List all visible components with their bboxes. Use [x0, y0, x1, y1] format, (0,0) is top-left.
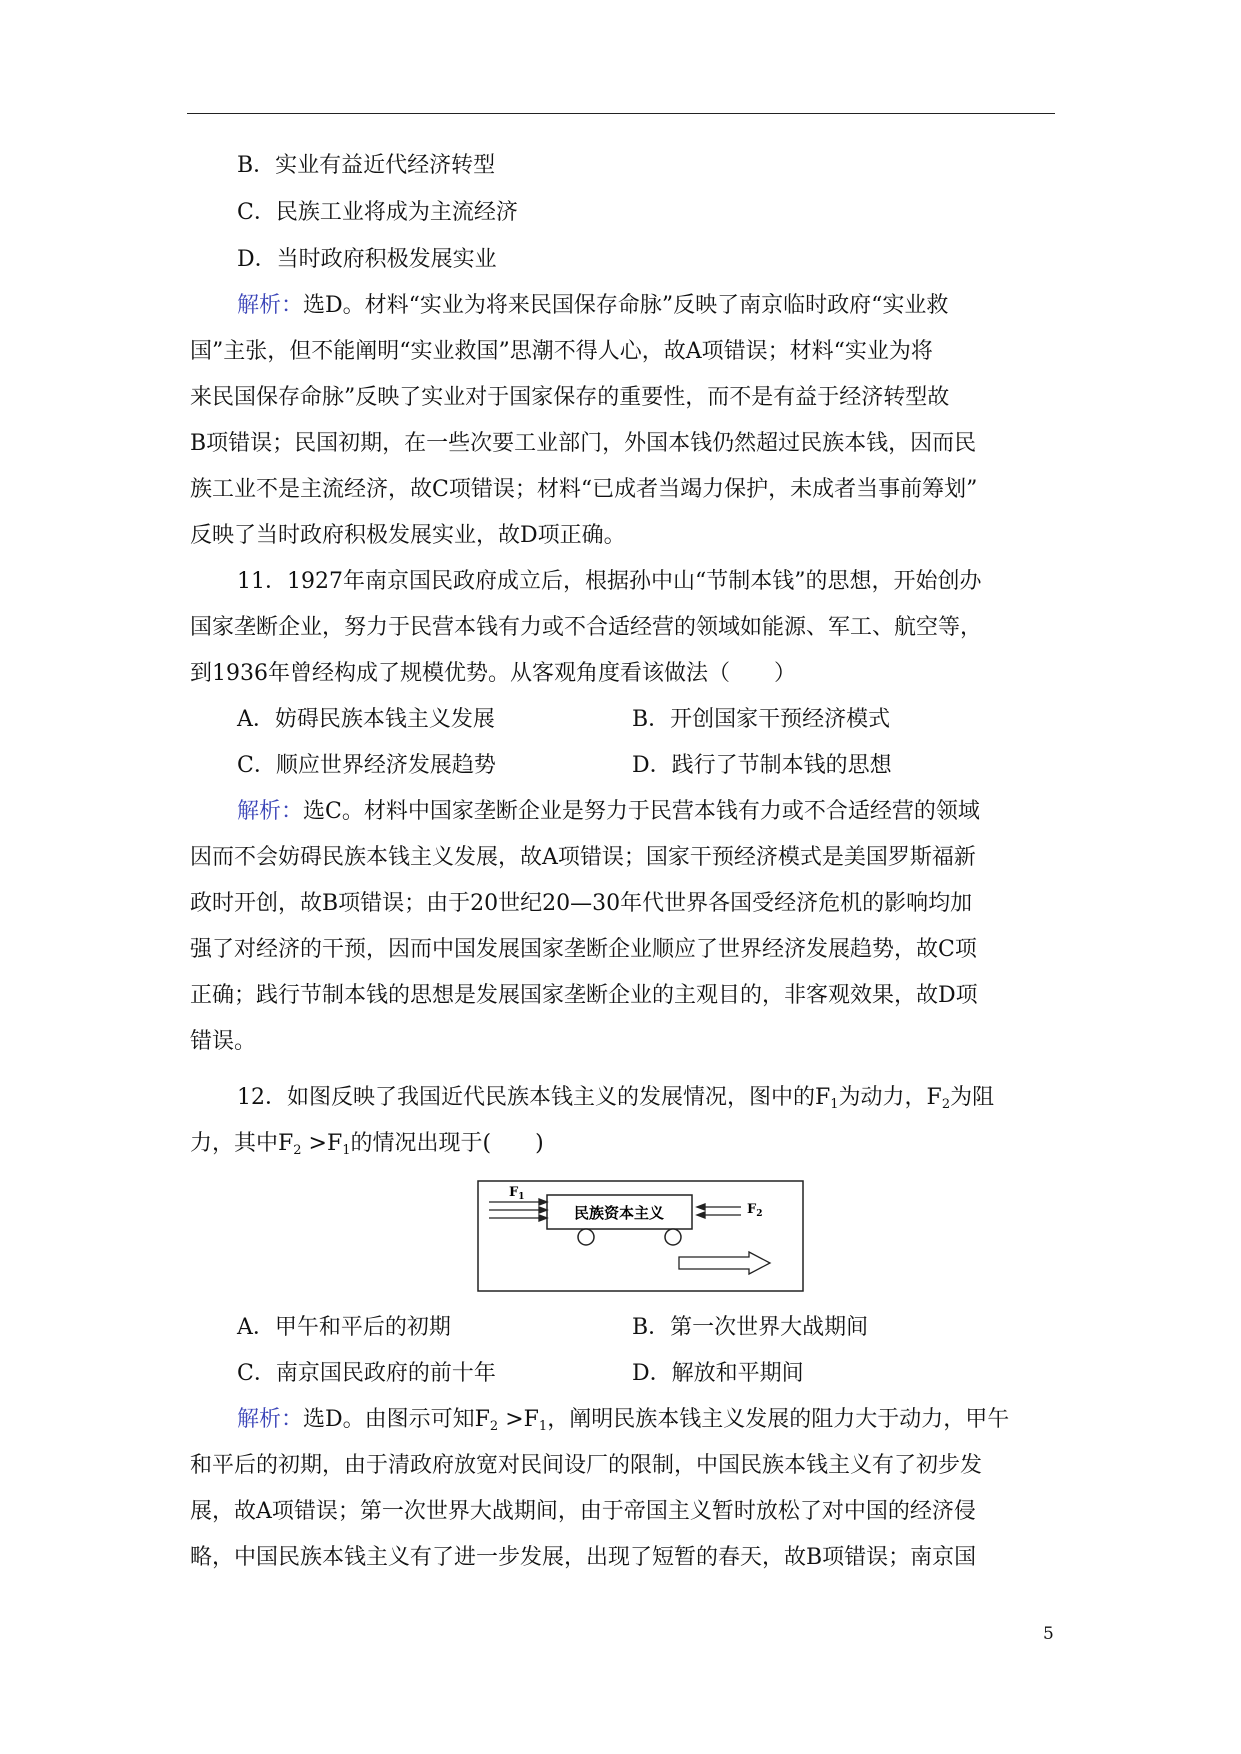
- q12-option-a: A．甲午和平后的初期: [237, 1315, 451, 1340]
- q11-analysis-line-4: 强了对经济的干预，因而中国发展国家垄断企业顺应了世界经济发展趋势，故C项: [190, 937, 977, 962]
- q10-analysis-line-4: B项错误；民国初期，在一些次要工业部门，外国本钱仍然超过民族本钱，因而民: [190, 431, 977, 456]
- cart-label: 民族资本主义: [573, 1204, 665, 1222]
- q10-analysis-line-3: 来民国保存命脉”反映了实业对于国家保存的重要性，而不是有益于经济转型故: [190, 385, 950, 410]
- f1-label: $F_1$: [509, 1185, 525, 1202]
- q11-analysis-line-1: 解析：选C。材料中国家垄断企业是努力于民营本钱有力或不合适经营的领域: [237, 799, 980, 824]
- q11-stem-line-3: 到1936年曾经构成了规模优势。从客观角度看该做法（ ）: [190, 661, 796, 686]
- q10-option-c: C．民族工业将成为主流经济: [237, 200, 518, 225]
- q12-analysis-line-1: 解析：选D。由图示可知$F_2 >F_1$，阐明民族本钱主义发展的阻力大于动力，甲午: [237, 1407, 1010, 1434]
- q12-analysis-line-4: 略，中国民族本钱主义有了进一步发展，出现了短暂的春天，故B项错误；南京国: [190, 1545, 977, 1570]
- cart-wheel-right: [665, 1229, 681, 1245]
- q11-analysis-line-6: 错误。: [190, 1029, 257, 1054]
- force-diagram: [477, 1180, 804, 1292]
- q11-option-a: A．妨碍民族本钱主义发展: [237, 707, 495, 732]
- q11-analysis-line-3: 政时开创，故B项错误；由于20世纪20—30年代世界各国受经济危机的影响均加: [190, 891, 973, 916]
- page-number: 5: [1043, 1624, 1054, 1644]
- q10-option-b: B．实业有益近代经济转型: [237, 153, 496, 178]
- q11-analysis-line-5: 正确；践行节制本钱的思想是发展国家垄断企业的主观目的，非客观效果，故D项: [190, 983, 978, 1008]
- q10-analysis-line-5: 族工业不是主流经济，故C项错误；材料“已成者当竭力保护，未成者当事前筹划”: [190, 477, 978, 502]
- q10-option-d: D．当时政府积极发展实业: [237, 247, 497, 272]
- q10-analysis-line-6: 反映了当时政府积极发展实业，故D项正确。: [190, 523, 626, 548]
- q11-option-d: D．践行了节制本钱的思想: [632, 753, 892, 778]
- analysis-label: 解析：: [237, 1407, 304, 1432]
- q11-stem-line-1: 11．1927年南京国民政府成立后，根据孙中山“节制本钱”的思想，开始创办: [237, 569, 982, 594]
- q11-option-b: B．开创国家干预经济模式: [632, 707, 891, 732]
- f2-label: $F_2$: [747, 1202, 763, 1219]
- q10-analysis-line-2: 国”主张，但不能阐明“实业救国”思潮不得人心，故A项错误；材料“实业为将: [190, 339, 933, 364]
- header-rule: [187, 113, 1055, 114]
- q10-analysis-line-1: 解析：选D。材料“实业为将来民国保存命脉”反映了南京临时政府“实业救: [237, 293, 949, 318]
- cart-wheel-left: [578, 1229, 594, 1245]
- q12-option-d: D．解放和平期间: [632, 1361, 804, 1386]
- analysis-label: 解析：: [237, 293, 304, 318]
- q11-option-c: C．顺应世界经济发展趋势: [237, 753, 496, 778]
- q11-analysis-line-2: 因而不会妨碍民族本钱主义发展，故A项错误；国家干预经济模式是美国罗斯福新: [190, 845, 976, 870]
- q12-option-c: C．南京国民政府的前十年: [237, 1361, 496, 1386]
- f1-arrows: [489, 1199, 547, 1221]
- q12-stem-line-1: 12．如图反映了我国近代民族本钱主义的发展情况，图中的$F_1$为动力，$F_2$为阻: [237, 1085, 995, 1112]
- q12-analysis-line-3: 展，故A项错误；第一次世界大战期间，由于帝国主义暂时放松了对中国的经济侵: [190, 1499, 976, 1524]
- q12-stem-line-2: 力，其中$F_2 >F_1$的情况出现于( ): [190, 1131, 544, 1158]
- analysis-label: 解析：: [237, 799, 304, 824]
- q11-stem-line-2: 国家垄断企业，努力于民营本钱有力或不合适经营的领域如能源、军工、航空等，: [190, 615, 983, 640]
- q12-analysis-line-2: 和平后的初期，由于清政府放宽对民间设厂的限制，中国民族本钱主义有了初步发: [190, 1453, 983, 1478]
- q12-option-b: B．第一次世界大战期间: [632, 1315, 869, 1340]
